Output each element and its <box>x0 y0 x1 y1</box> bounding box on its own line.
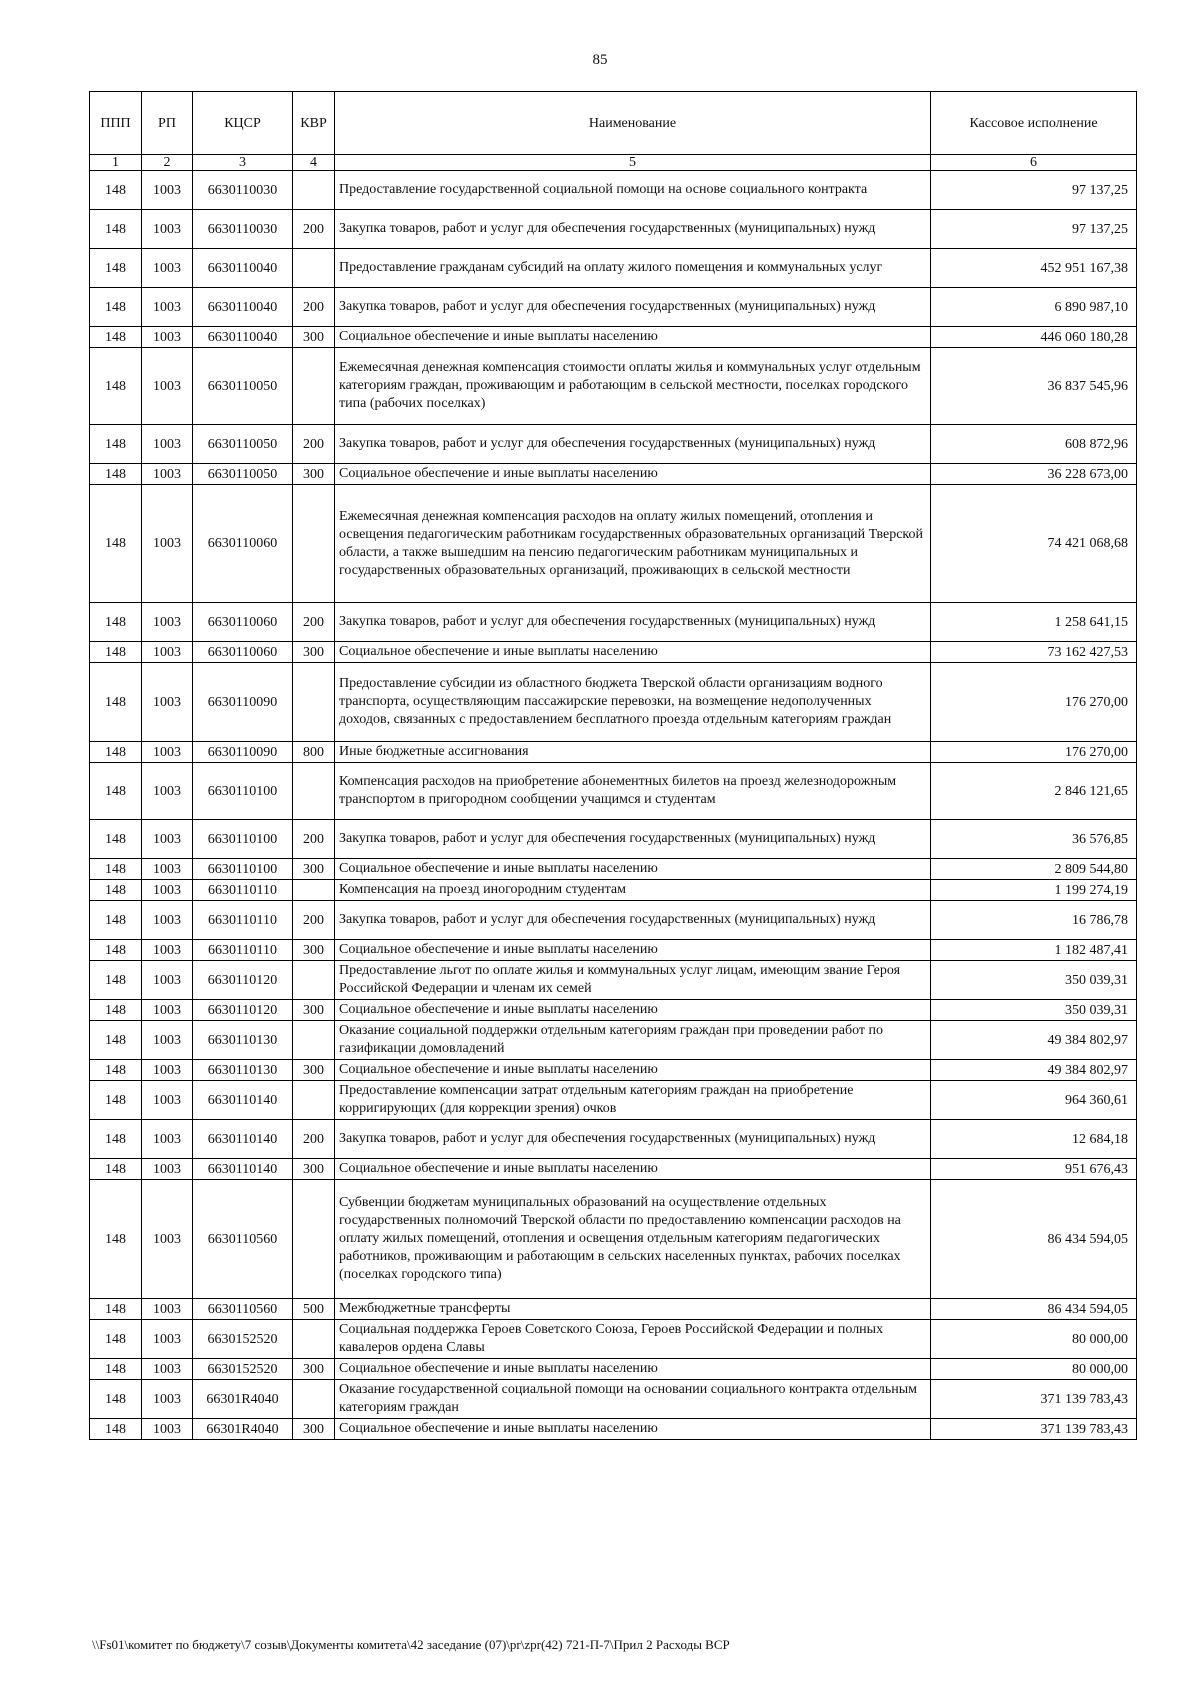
cell-amount: 12 684,18 <box>931 1120 1137 1159</box>
cell-rp: 1003 <box>142 1380 193 1419</box>
cell-ppp: 148 <box>90 940 142 961</box>
cell-name: Межбюджетные трансферты <box>335 1299 931 1320</box>
cell-rp: 1003 <box>142 1060 193 1081</box>
cell-rp: 1003 <box>142 961 193 1000</box>
cell-kcsr: 6630110130 <box>193 1021 293 1060</box>
cell-ppp: 148 <box>90 464 142 485</box>
footer-file-path: \\Fs01\комитет по бюджету\7 созыв\Документы комитета\42 заседание (07)\pr\zpr(42) 721-П-7\Прил 2 Расходы ВСР <box>92 1637 730 1652</box>
cell-rp: 1003 <box>142 327 193 348</box>
cell-ppp: 148 <box>90 210 142 249</box>
cell-rp: 1003 <box>142 1021 193 1060</box>
table-row <box>90 742 1137 763</box>
cell-ppp: 148 <box>90 763 142 820</box>
cell-kcsr: 6630110100 <box>193 820 293 859</box>
cell-name: Предоставление субсидии из областного бюджета Тверской области организациям водного транспорта, осуществляющим пассажирские перевозки, на возмещение недополученных доходов, связанных с предоставлением бесплатного проезда отдельным категориям граждан <box>335 663 931 742</box>
cell-kvr <box>293 1380 335 1419</box>
cell-kcsr: 6630110030 <box>193 210 293 249</box>
column-number: 3 <box>193 155 293 171</box>
header-kvr: КВР <box>293 92 335 155</box>
cell-amount: 80 000,00 <box>931 1320 1137 1359</box>
cell-name: Иные бюджетные ассигнования <box>335 742 931 763</box>
table-row <box>90 642 1137 663</box>
cell-rp: 1003 <box>142 1081 193 1120</box>
cell-name: Социальное обеспечение и иные выплаты населению <box>335 1000 931 1021</box>
cell-amount: 371 139 783,43 <box>931 1419 1137 1440</box>
cell-kcsr: 6630110100 <box>193 763 293 820</box>
cell-kcsr: 6630110030 <box>193 171 293 210</box>
cell-rp: 1003 <box>142 249 193 288</box>
cell-kcsr: 6630110120 <box>193 961 293 1000</box>
cell-ppp: 148 <box>90 1299 142 1320</box>
cell-amount: 16 786,78 <box>931 901 1137 940</box>
cell-ppp: 148 <box>90 1180 142 1299</box>
cell-rp: 1003 <box>142 880 193 901</box>
table-body <box>90 171 1137 1440</box>
cell-name: Закупка товаров, работ и услуг для обеспечения государственных (муниципальных) нужд <box>335 901 931 940</box>
cell-amount: 2 846 121,65 <box>931 763 1137 820</box>
cell-name: Социальное обеспечение и иные выплаты населению <box>335 464 931 485</box>
cell-amount: 49 384 802,97 <box>931 1060 1137 1081</box>
cell-amount: 97 137,25 <box>931 210 1137 249</box>
column-number: 2 <box>142 155 193 171</box>
cell-kvr: 200 <box>293 210 335 249</box>
cell-kcsr: 6630110040 <box>193 288 293 327</box>
cell-name: Предоставление компенсации затрат отдельным категориям граждан на приобретение корригирующих (для коррекции зрения) очков <box>335 1081 931 1120</box>
cell-ppp: 148 <box>90 742 142 763</box>
table-row <box>90 288 1137 327</box>
cell-kcsr: 6630110050 <box>193 464 293 485</box>
cell-kvr <box>293 663 335 742</box>
cell-ppp: 148 <box>90 1021 142 1060</box>
cell-rp: 1003 <box>142 1180 193 1299</box>
cell-rp: 1003 <box>142 464 193 485</box>
cell-ppp: 148 <box>90 642 142 663</box>
cell-kvr <box>293 1021 335 1060</box>
cell-amount: 964 360,61 <box>931 1081 1137 1120</box>
cell-kvr: 200 <box>293 425 335 464</box>
cell-rp: 1003 <box>142 1120 193 1159</box>
cell-amount: 74 421 068,68 <box>931 485 1137 603</box>
cell-rp: 1003 <box>142 1320 193 1359</box>
cell-name: Социальное обеспечение и иные выплаты населению <box>335 1060 931 1081</box>
cell-name: Социальное обеспечение и иные выплаты населению <box>335 642 931 663</box>
column-number-row <box>90 155 1137 171</box>
cell-rp: 1003 <box>142 642 193 663</box>
cell-rp: 1003 <box>142 663 193 742</box>
table-row <box>90 1081 1137 1120</box>
cell-name: Закупка товаров, работ и услуг для обеспечения государственных (муниципальных) нужд <box>335 425 931 464</box>
budget-table <box>89 91 1137 1440</box>
table-row <box>90 1060 1137 1081</box>
table-row <box>90 1299 1137 1320</box>
cell-kvr: 300 <box>293 940 335 961</box>
cell-ppp: 148 <box>90 1120 142 1159</box>
column-number: 6 <box>931 155 1137 171</box>
cell-name: Социальное обеспечение и иные выплаты населению <box>335 940 931 961</box>
cell-name: Компенсация расходов на приобретение абонементных билетов на проезд железнодорожным транспортом в пригородном сообщении учащимся и студентам <box>335 763 931 820</box>
cell-kvr: 200 <box>293 603 335 642</box>
cell-kcsr: 6630110090 <box>193 663 293 742</box>
cell-amount: 371 139 783,43 <box>931 1380 1137 1419</box>
cell-amount: 73 162 427,53 <box>931 642 1137 663</box>
header-name: Наименование <box>335 92 931 155</box>
table-row <box>90 1180 1137 1299</box>
cell-amount: 80 000,00 <box>931 1359 1137 1380</box>
table-row <box>90 820 1137 859</box>
cell-kcsr: 6630152520 <box>193 1359 293 1380</box>
cell-name: Социальное обеспечение и иные выплаты населению <box>335 859 931 880</box>
header-ppp: ППП <box>90 92 142 155</box>
table-row <box>90 901 1137 940</box>
table-row <box>90 171 1137 210</box>
cell-ppp: 148 <box>90 859 142 880</box>
cell-rp: 1003 <box>142 210 193 249</box>
cell-kvr <box>293 348 335 425</box>
cell-rp: 1003 <box>142 1000 193 1021</box>
cell-kvr: 300 <box>293 859 335 880</box>
cell-ppp: 148 <box>90 425 142 464</box>
cell-amount: 350 039,31 <box>931 1000 1137 1021</box>
cell-ppp: 148 <box>90 485 142 603</box>
table-row <box>90 1120 1137 1159</box>
cell-name: Компенсация на проезд иногородним студентам <box>335 880 931 901</box>
table-row <box>90 603 1137 642</box>
column-number: 4 <box>293 155 335 171</box>
cell-kvr <box>293 1081 335 1120</box>
cell-rp: 1003 <box>142 1299 193 1320</box>
cell-ppp: 148 <box>90 901 142 940</box>
cell-kcsr: 6630110130 <box>193 1060 293 1081</box>
cell-name: Закупка товаров, работ и услуг для обеспечения государственных (муниципальных) нужд <box>335 603 931 642</box>
cell-amount: 86 434 594,05 <box>931 1180 1137 1299</box>
cell-kvr <box>293 961 335 1000</box>
cell-ppp: 148 <box>90 1380 142 1419</box>
cell-amount: 2 809 544,80 <box>931 859 1137 880</box>
cell-rp: 1003 <box>142 171 193 210</box>
cell-kcsr: 6630110560 <box>193 1180 293 1299</box>
cell-ppp: 148 <box>90 327 142 348</box>
cell-kvr: 300 <box>293 1419 335 1440</box>
cell-amount: 176 270,00 <box>931 663 1137 742</box>
cell-name: Социальное обеспечение и иные выплаты населению <box>335 1419 931 1440</box>
cell-ppp: 148 <box>90 171 142 210</box>
table-row <box>90 348 1137 425</box>
cell-ppp: 148 <box>90 961 142 1000</box>
cell-rp: 1003 <box>142 1159 193 1180</box>
cell-ppp: 148 <box>90 288 142 327</box>
cell-kvr: 500 <box>293 1299 335 1320</box>
cell-name: Социальное обеспечение и иные выплаты населению <box>335 327 931 348</box>
cell-kcsr: 6630110140 <box>193 1081 293 1120</box>
cell-ppp: 148 <box>90 249 142 288</box>
cell-name: Предоставление государственной социальной помощи на основе социального контракта <box>335 171 931 210</box>
cell-rp: 1003 <box>142 425 193 464</box>
table-row <box>90 880 1137 901</box>
cell-name: Предоставление гражданам субсидий на оплату жилого помещения и коммунальных услуг <box>335 249 931 288</box>
table-row <box>90 961 1137 1000</box>
cell-ppp: 148 <box>90 1320 142 1359</box>
cell-name: Социальное обеспечение и иные выплаты населению <box>335 1359 931 1380</box>
cell-kcsr: 6630110140 <box>193 1120 293 1159</box>
cell-kvr: 200 <box>293 820 335 859</box>
cell-amount: 176 270,00 <box>931 742 1137 763</box>
cell-kvr: 300 <box>293 1159 335 1180</box>
cell-rp: 1003 <box>142 485 193 603</box>
cell-rp: 1003 <box>142 1359 193 1380</box>
cell-kvr: 300 <box>293 1060 335 1081</box>
cell-name: Предоставление льгот по оплате жилья и коммунальных услуг лицам, имеющим звание Героя Российской Федерации и членам их семей <box>335 961 931 1000</box>
cell-ppp: 148 <box>90 1359 142 1380</box>
cell-ppp: 148 <box>90 880 142 901</box>
cell-kcsr: 66301R4040 <box>193 1380 293 1419</box>
cell-kvr: 300 <box>293 642 335 663</box>
cell-kvr: 300 <box>293 1000 335 1021</box>
cell-kcsr: 66301R4040 <box>193 1419 293 1440</box>
cell-kvr <box>293 171 335 210</box>
cell-ppp: 148 <box>90 1419 142 1440</box>
cell-ppp: 148 <box>90 820 142 859</box>
cell-kvr <box>293 1320 335 1359</box>
cell-name: Оказание государственной социальной помощи на основании социального контракта отдельным категориям граждан <box>335 1380 931 1419</box>
table-row <box>90 763 1137 820</box>
cell-name: Социальное обеспечение и иные выплаты населению <box>335 1159 931 1180</box>
cell-kvr <box>293 249 335 288</box>
cell-kvr: 200 <box>293 901 335 940</box>
cell-amount: 36 837 545,96 <box>931 348 1137 425</box>
table-row <box>90 327 1137 348</box>
cell-ppp: 148 <box>90 663 142 742</box>
cell-kcsr: 6630110140 <box>193 1159 293 1180</box>
cell-amount: 1 182 487,41 <box>931 940 1137 961</box>
cell-name: Закупка товаров, работ и услуг для обеспечения государственных (муниципальных) нужд <box>335 210 931 249</box>
cell-kcsr: 6630110110 <box>193 940 293 961</box>
cell-kvr: 300 <box>293 327 335 348</box>
cell-name: Закупка товаров, работ и услуг для обеспечения государственных (муниципальных) нужд <box>335 1120 931 1159</box>
cell-rp: 1003 <box>142 859 193 880</box>
table-row <box>90 485 1137 603</box>
cell-ppp: 148 <box>90 348 142 425</box>
cell-amount: 86 434 594,05 <box>931 1299 1137 1320</box>
cell-amount: 6 890 987,10 <box>931 288 1137 327</box>
cell-rp: 1003 <box>142 742 193 763</box>
cell-kvr: 800 <box>293 742 335 763</box>
column-number: 5 <box>335 155 931 171</box>
table-row <box>90 940 1137 961</box>
table-row <box>90 464 1137 485</box>
cell-kcsr: 6630110060 <box>193 642 293 663</box>
cell-name: Социальная поддержка Героев Советского Союза, Героев Российской Федерации и полных кавалеров ордена Славы <box>335 1320 931 1359</box>
cell-kvr <box>293 485 335 603</box>
cell-name: Закупка товаров, работ и услуг для обеспечения государственных (муниципальных) нужд <box>335 820 931 859</box>
cell-name: Оказание социальной поддержки отдельным категориям граждан при проведении работ по газификации домовладений <box>335 1021 931 1060</box>
page-number: 85 <box>592 52 608 68</box>
cell-rp: 1003 <box>142 1419 193 1440</box>
cell-kvr <box>293 880 335 901</box>
column-number: 1 <box>90 155 142 171</box>
cell-kvr: 200 <box>293 1120 335 1159</box>
cell-amount: 36 576,85 <box>931 820 1137 859</box>
cell-kvr: 200 <box>293 288 335 327</box>
cell-ppp: 148 <box>90 1159 142 1180</box>
cell-ppp: 148 <box>90 1060 142 1081</box>
cell-ppp: 148 <box>90 603 142 642</box>
cell-kvr <box>293 1180 335 1299</box>
cell-kvr: 300 <box>293 464 335 485</box>
table-row <box>90 859 1137 880</box>
cell-amount: 49 384 802,97 <box>931 1021 1137 1060</box>
header-kcsr: КЦСР <box>193 92 293 155</box>
header-amount: Кассовое исполнение <box>931 92 1137 155</box>
cell-amount: 1 258 641,15 <box>931 603 1137 642</box>
cell-rp: 1003 <box>142 940 193 961</box>
cell-ppp: 148 <box>90 1081 142 1120</box>
cell-kcsr: 6630110060 <box>193 485 293 603</box>
cell-rp: 1003 <box>142 763 193 820</box>
cell-amount: 1 199 274,19 <box>931 880 1137 901</box>
table-row <box>90 1021 1137 1060</box>
cell-amount: 446 060 180,28 <box>931 327 1137 348</box>
table-row <box>90 1359 1137 1380</box>
cell-amount: 951 676,43 <box>931 1159 1137 1180</box>
cell-kvr: 300 <box>293 1359 335 1380</box>
cell-name: Ежемесячная денежная компенсация стоимости оплаты жилья и коммунальных услуг отдельным категориям граждан, проживающим и работающим в сельской местности, поселках городского типа (рабочих поселках) <box>335 348 931 425</box>
cell-kcsr: 6630110110 <box>193 901 293 940</box>
cell-kcsr: 6630110560 <box>193 1299 293 1320</box>
cell-rp: 1003 <box>142 348 193 425</box>
cell-name: Субвенции бюджетам муниципальных образований на осуществление отдельных государственных полномочий Тверской области по предоставлению компенсации расходов на оплату жилых помещений, отопления и освещения отдельным категориям педагогических работников, проживающим и работающим в сельских населенных пунктах, рабочих поселках (поселках городского типа) <box>335 1180 931 1299</box>
cell-kcsr: 6630110060 <box>193 603 293 642</box>
cell-amount: 97 137,25 <box>931 171 1137 210</box>
table-row <box>90 1159 1137 1180</box>
cell-amount: 36 228 673,00 <box>931 464 1137 485</box>
header-row <box>90 92 1137 155</box>
cell-rp: 1003 <box>142 288 193 327</box>
table-row <box>90 210 1137 249</box>
cell-kcsr: 6630152520 <box>193 1320 293 1359</box>
cell-kcsr: 6630110110 <box>193 880 293 901</box>
cell-ppp: 148 <box>90 1000 142 1021</box>
table-row <box>90 425 1137 464</box>
table-row <box>90 1380 1137 1419</box>
cell-name: Ежемесячная денежная компенсация расходов на оплату жилых помещений, отопления и освещения педагогическим работникам государственных образовательных организаций Тверской области, а также вышедшим на пенсию педагогическим работникам муниципальных и государственных образовательных организаций, проживающих в сельской местности <box>335 485 931 603</box>
cell-kcsr: 6630110100 <box>193 859 293 880</box>
cell-rp: 1003 <box>142 901 193 940</box>
table-row <box>90 1320 1137 1359</box>
table-row <box>90 1419 1137 1440</box>
cell-kcsr: 6630110120 <box>193 1000 293 1021</box>
header-rp: РП <box>142 92 193 155</box>
cell-amount: 608 872,96 <box>931 425 1137 464</box>
table-row <box>90 249 1137 288</box>
cell-name: Закупка товаров, работ и услуг для обеспечения государственных (муниципальных) нужд <box>335 288 931 327</box>
cell-kcsr: 6630110040 <box>193 249 293 288</box>
cell-kcsr: 6630110050 <box>193 425 293 464</box>
table-row <box>90 1000 1137 1021</box>
cell-kcsr: 6630110050 <box>193 348 293 425</box>
cell-amount: 452 951 167,38 <box>931 249 1137 288</box>
cell-rp: 1003 <box>142 820 193 859</box>
cell-kvr <box>293 763 335 820</box>
cell-kcsr: 6630110040 <box>193 327 293 348</box>
cell-amount: 350 039,31 <box>931 961 1137 1000</box>
table-row <box>90 663 1137 742</box>
cell-rp: 1003 <box>142 603 193 642</box>
cell-kcsr: 6630110090 <box>193 742 293 763</box>
